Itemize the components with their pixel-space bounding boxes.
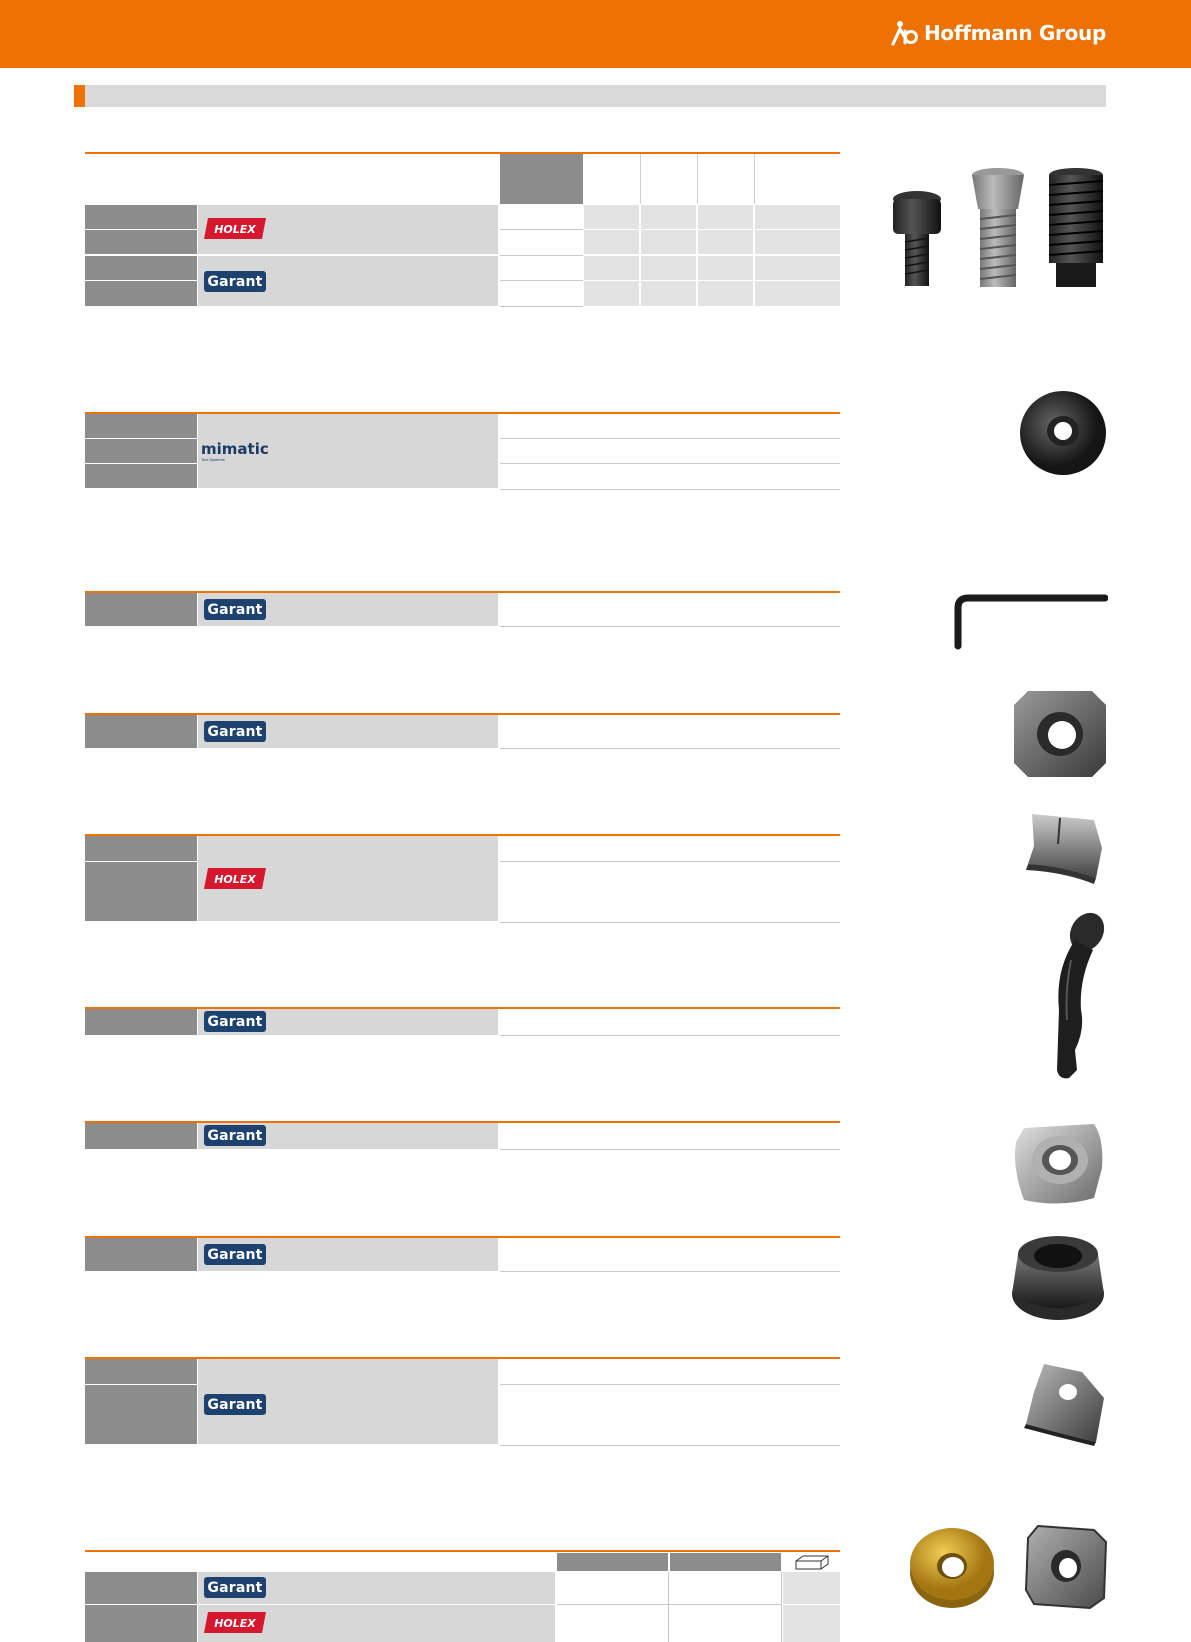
- table-bottom: [85, 1550, 840, 1642]
- table-row: [85, 205, 197, 229]
- table-header-cell: [500, 154, 583, 204]
- table-row: [85, 256, 197, 280]
- mimatic-subtext: Tool Systems: [201, 456, 225, 462]
- garant-logo: Garant: [204, 1011, 266, 1032]
- table-rule: [85, 152, 840, 154]
- section-accent: [74, 85, 85, 107]
- table-garant-5: [85, 1236, 840, 1276]
- holex-logo: [204, 1612, 266, 1633]
- section-title-bar: [74, 85, 1106, 107]
- square-insert-image: [1024, 1524, 1108, 1610]
- holex-logo: [204, 218, 266, 239]
- hoffmann-logo-icon: [890, 20, 920, 46]
- table-garant-3: [85, 1007, 840, 1047]
- clamp-plate-image: [1022, 1362, 1106, 1446]
- garant-logo: Garant: [204, 1394, 266, 1415]
- brand-name: Hoffmann Group: [923, 21, 1106, 45]
- table-garant-4: [85, 1121, 840, 1161]
- garant-logo: Garant: [204, 1244, 266, 1265]
- garant-logo: Garant: [204, 599, 266, 620]
- table-garant-2: [85, 713, 840, 753]
- table-screws: [85, 152, 840, 312]
- garant-logo: Garant: [204, 271, 266, 292]
- washer-image: [1018, 389, 1108, 477]
- garant-logo: Garant: [204, 1125, 266, 1146]
- table-holex: [85, 834, 840, 924]
- table-row: [85, 281, 197, 306]
- holex-text: HOLEX: [214, 223, 256, 236]
- round-insert-image: [908, 1524, 996, 1610]
- mimatic-logo: [201, 440, 276, 464]
- garant-logo: Garant: [204, 721, 266, 742]
- screws-image: [888, 167, 1118, 291]
- box-icon: [795, 1555, 829, 1570]
- hoffmann-group-logo[interactable]: [890, 20, 1106, 46]
- clamp-image: [1024, 806, 1104, 884]
- table-row: [85, 230, 197, 254]
- holex-text: HOLEX: [214, 873, 256, 886]
- garant-logo: Garant: [204, 1577, 266, 1598]
- table-garant-1: [85, 591, 840, 631]
- lever-image: [1045, 910, 1105, 1082]
- holex-logo: [204, 868, 266, 889]
- allen-key-image: [950, 590, 1108, 650]
- countersunk-washer-image: [1010, 1232, 1106, 1322]
- table-garant-6: [85, 1357, 840, 1447]
- mimatic-text: mimatic: [201, 439, 269, 458]
- table-mimatic: [85, 412, 840, 492]
- header-bar: [0, 0, 1191, 68]
- nut-image: [1010, 1118, 1106, 1208]
- holex-text: HOLEX: [214, 1617, 256, 1630]
- shim-image: [1012, 689, 1108, 779]
